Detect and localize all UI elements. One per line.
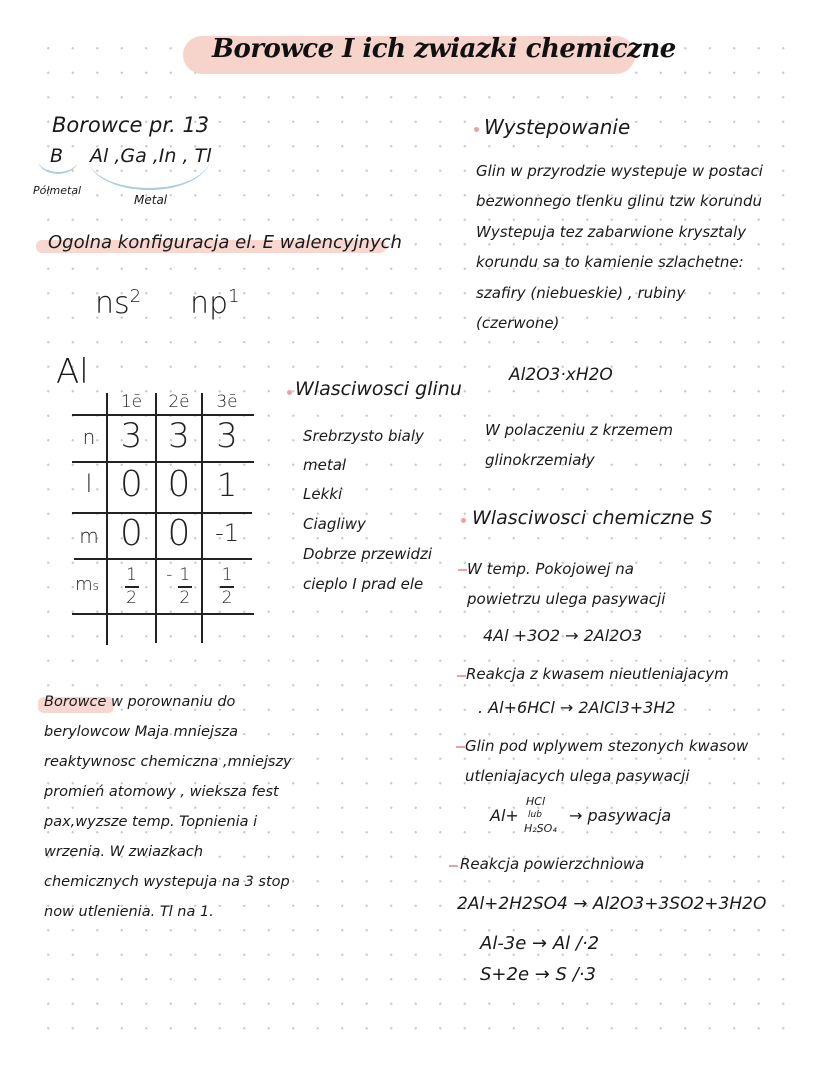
table-cell-fraction xyxy=(157,565,201,607)
s-term: ns xyxy=(95,286,130,321)
table-hline xyxy=(74,558,252,560)
configuration-heading: Ogolna konfiguracja el. E walencyjnych xyxy=(48,232,402,253)
comparison-line: pax,wyzsze temp. Topnienia i xyxy=(44,814,258,830)
dash-bullet-icon xyxy=(456,746,465,748)
properties-heading: Wlasciwosci glinu xyxy=(295,378,462,400)
dash-bullet-icon xyxy=(458,569,467,571)
property-line: Lekki xyxy=(303,485,343,503)
half-reaction: Al-3e → Al /·2 xyxy=(480,933,600,954)
p-term: np xyxy=(190,286,229,321)
bullet-icon xyxy=(287,390,292,395)
property-line: Srebrzysto bialy xyxy=(303,427,424,445)
row-label-ms: ms xyxy=(75,574,99,595)
table-cell: 3 xyxy=(168,416,190,456)
comparison-line: now utlenienia. Tl na 1. xyxy=(44,904,214,920)
highlighted-word: Borowce xyxy=(44,694,107,710)
row-label-n: n xyxy=(82,425,96,449)
half-reaction: S+2e → S /·3 xyxy=(480,964,596,985)
fraction-sign: - xyxy=(166,565,173,585)
bullet-icon xyxy=(461,518,466,523)
passivation-reactant: Al+ xyxy=(490,806,519,825)
chemical-text: W temp. Pokojowej na xyxy=(467,560,634,578)
chemical-equation: . Al+6HCl → 2AlCl3+3H2 xyxy=(478,698,676,717)
p-exponent: 1 xyxy=(228,286,240,307)
property-line: cieplo I prad ele xyxy=(303,575,424,593)
comparison-line: reaktywnosc chemiczna ,mniejszy xyxy=(44,754,292,770)
acid-or: lub xyxy=(528,810,542,820)
occurrence-line: szafiry (niebueskie) , rubiny xyxy=(476,284,686,302)
row-label-m: m xyxy=(79,524,99,548)
fraction-denominator: 2 xyxy=(126,587,137,608)
table-hline xyxy=(72,461,254,463)
table-element-label: Al xyxy=(56,352,89,392)
fraction-numerator: 1 xyxy=(221,565,233,585)
table-header: 3ē xyxy=(216,392,238,412)
acid-option: HCl xyxy=(526,795,546,808)
silicon-line: W polaczeniu z krzemem xyxy=(485,421,674,439)
occurrence-line: Wystepuja tez zabarwione krysztaly xyxy=(476,223,747,241)
table-header: 1ē xyxy=(120,392,143,412)
metal-label: Metal xyxy=(134,193,168,207)
table-cell-fraction xyxy=(203,565,251,607)
comparison-line: chemicznych wystepuja na 3 stop xyxy=(44,874,290,890)
table-cell: 1 xyxy=(216,466,238,504)
acid-option: H₂SO₄ xyxy=(524,822,557,835)
chemical-equation: 4Al +3O2 → 2Al2O3 xyxy=(483,626,643,645)
page-title: Borowce I ich zwiazki chemiczne xyxy=(212,34,676,64)
chemical-text: utleniajacych ulega pasywacji xyxy=(465,767,690,785)
comparison-line: wrzenia. W zwiazkach xyxy=(44,844,204,860)
occurrence-heading: Wystepowanie xyxy=(484,115,631,139)
s-orbital-term xyxy=(95,286,141,321)
fraction-numerator: 1 xyxy=(179,565,191,585)
chemical-text: Glin pod wplywem stezonych kwasow xyxy=(465,737,749,755)
s-exponent: 2 xyxy=(129,286,142,307)
property-line: Dobrze przewidzi xyxy=(303,545,433,563)
semimetal-bracket xyxy=(38,160,78,174)
property-line: Ciagliwy xyxy=(303,515,366,533)
comparison-line xyxy=(44,694,235,710)
table-cell: 3 xyxy=(216,416,238,456)
fraction-numerator: 1 xyxy=(126,565,137,585)
table-cell-fraction xyxy=(108,565,155,607)
occurrence-line: korundu sa to kamienie szlachetne: xyxy=(476,253,744,271)
metal-symbols: Al ,Ga ,In , Tl xyxy=(90,145,212,167)
dash-bullet-icon xyxy=(449,865,458,867)
occurrence-line: bezwonnego tlenku glinu tzw korundu xyxy=(476,192,763,210)
metal-bracket xyxy=(88,158,210,190)
semimetal-label: Półmetal xyxy=(33,184,82,197)
fraction-denominator: 2 xyxy=(221,587,233,608)
semimetal-symbol: B xyxy=(50,145,64,167)
dash-bullet-icon xyxy=(457,675,466,677)
occurrence-line: (czerwone) xyxy=(476,314,560,332)
groups-heading: Borowce pr. 13 xyxy=(52,113,210,137)
fraction-denominator: 2 xyxy=(179,587,191,608)
comparison-text: w porownaniu do xyxy=(106,694,236,710)
passivation-product: → pasywacja xyxy=(569,806,672,825)
table-cell: 0 xyxy=(120,513,143,554)
chemical-text: Reakcja powierzchniowa xyxy=(460,855,645,873)
table-cell: 0 xyxy=(167,464,191,505)
page-margin-right xyxy=(795,0,828,1071)
chemical-heading: Wlasciwosci chemiczne S xyxy=(472,507,713,529)
page-margin-bottom xyxy=(0,1030,828,1071)
comparison-line: promień atomowy , wieksza fest xyxy=(44,784,279,800)
p-orbital-term xyxy=(190,286,240,321)
comparison-line: berylowcow Maja mniejsza xyxy=(44,724,239,740)
occurrence-line: Glin w przyrodzie wystepuje w postaci xyxy=(476,162,763,180)
silicon-line: glinokrzemiały xyxy=(485,451,595,469)
row-label-l: l xyxy=(85,470,93,498)
table-cell: 0 xyxy=(120,464,143,505)
table-cell: 0 xyxy=(167,513,191,554)
property-line: metal xyxy=(303,456,347,474)
bullet-icon xyxy=(474,127,479,132)
chemical-text: Reakcja z kwasem nieutleniajacym xyxy=(466,665,729,683)
page-margin-left xyxy=(0,0,40,1071)
chemical-text: powietrzu ulega pasywacji xyxy=(467,590,666,608)
table-cell: 3 xyxy=(120,416,143,456)
table-header: 2ē xyxy=(168,392,190,412)
table-hline xyxy=(72,613,254,615)
corundum-formula: Al2O3·xH2O xyxy=(509,365,613,385)
table-cell: -1 xyxy=(215,519,239,547)
chemical-equation: 2Al+2H2SO4 → Al2O3+3SO2+3H2O xyxy=(457,894,767,914)
